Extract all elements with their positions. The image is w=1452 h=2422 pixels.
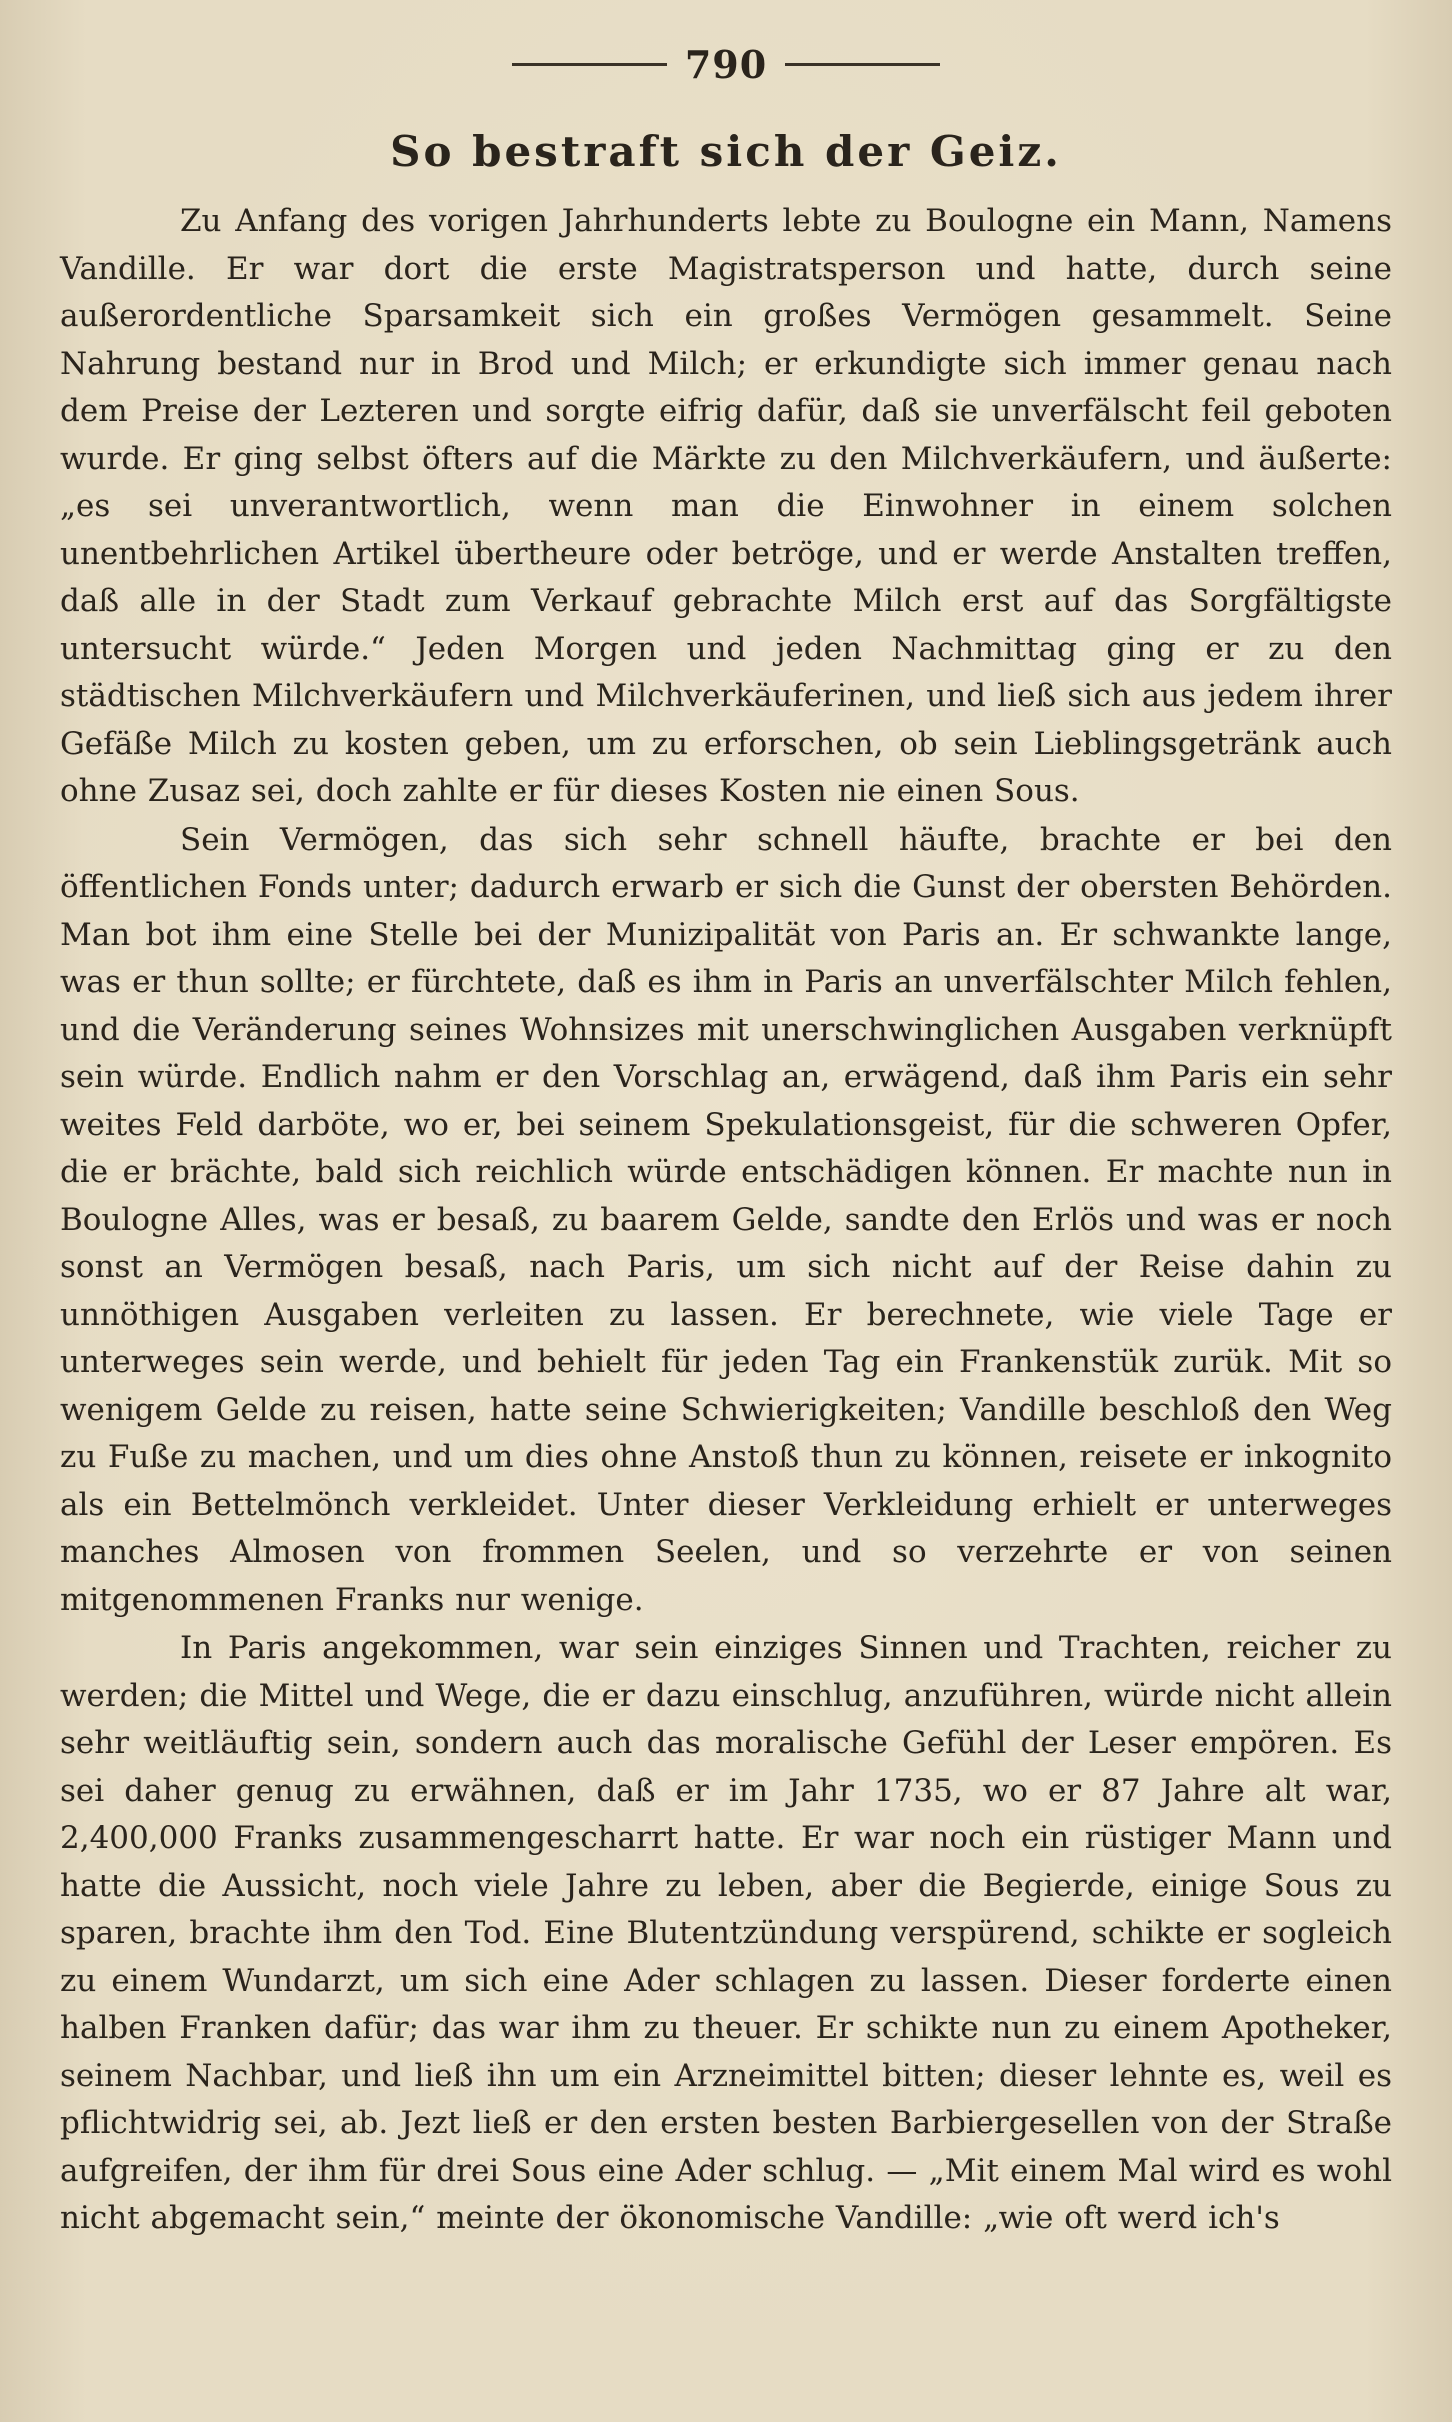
paragraph-1: Zu Anfang des vorigen Jahrhunderts lebte zu Boulogne ein Mann, Namens Vandille. Er war dort die erste Magistratsperson und hatte, durch seine außerordentliche Sparsamkeit sich ein großes Vermögen gesammelt. Seine Nahrung bestand nur in Brod und Milch; er erkundigte sich immer genau nach dem Preise der Lezteren und sorgte eifrig dafür, daß sie unverfälscht feil geboten wurde. Er ging selbst öfters auf die Märkte zu den Milchverkäufern, und äußerte: „es sei unverantwortlich, wenn man die Einwohner in einem solchen unentbehrlichen Artikel übertheure oder betröge, und er werde Anstalten treffen, daß alle in der Stadt zum Verkauf gebrachte Milch erst auf das Sorgfältigste untersucht würde.“ Jeden Morgen und jeden Nachmittag ging er zu den städtischen Milchverkäufern und Milchverkäuferinen, und ließ sich aus jedem ihrer Gefäße Milch zu kosten geben, um zu erforschen, ob sein Lieblingsgetränk auch ohne Zusaz sei, doch zahlte er für dieses Kosten nie einen Sous. xyxy=(60,203,1392,809)
page-number: 790 xyxy=(684,41,768,87)
story-body xyxy=(60,198,1392,2243)
paragraph-3: In Paris angekommen, war sein einziges Sinnen und Trachten, reicher zu werden; die Mittel und Wege, die er dazu einschlug, anzuführen, würde nicht allein sehr weitläuftig sein, sondern auch das moralische Gefühl der Leser empören. Es sei daher genug zu erwähnen, daß er im Jahr 1735, wo er 87 Jahre alt war, 2,400,000 Franks zusammengescharrt hatte. Er war noch ein rüstiger Mann und hatte die Aussicht, noch viele Jahre zu leben, aber die Begierde, einige Sous zu sparen, brachte ihm den Tod. Eine Blutentzündung verspürend, schikte er sogleich zu einem Wundarzt, um sich eine Ader schlagen zu lassen. Dieser forderte einen halben Franken dafür; das war ihm zu theuer. Er schikte nun zu einem Apotheker, seinem Nachbar, und ließ ihn um ein Arzneimittel bitten; dieser lehnte es, weil es pflichtwidrig sei, ab. Jezt ließ er den ersten besten Barbiergesellen von der Straße aufgreifen, der ihm für drei Sous eine Ader schlug. — „Mit einem Mal wird es wohl nicht abgemacht sein,“ meinte der ökonomische Vandille: „wie oft werd ich's xyxy=(60,1630,1392,2236)
paragraph-2: Sein Vermögen, das sich sehr schnell häufte, brachte er bei den öffentlichen Fonds unter; dadurch erwarb er sich die Gunst der obersten Behörden. Man bot ihm eine Stelle bei der Munizipalität von Paris an. Er schwankte lange, was er thun sollte; er fürchtete, daß es ihm in Paris an unverfälschter Milch fehlen, und die Veränderung seines Wohnsizes mit unerschwinglichen Ausgaben verknüpft sein würde. Endlich nahm er den Vorschlag an, erwägend, daß ihm Paris ein sehr weites Feld darböte, wo er, bei seinem Spekulationsgeist, für die schweren Opfer, die er brächte, bald sich reichlich würde entschädigen können. Er machte nun in Boulogne Alles, was er besaß, zu baarem Gelde, sandte den Erlös und was er noch sonst an Vermögen besaß, nach Paris, um sich nicht auf der Reise dahin zu unnöthigen Ausgaben verleiten zu lassen. Er berechnete, wie viele Tage er unterweges sein werde, und behielt für jeden Tag ein Frankenstük zurük. Mit so wenigem Gelde zu reisen, hatte seine Schwierigkeiten; Vandille beschloß den Weg zu Fuße zu machen, und um dies ohne Anstoß thun zu können, reisete er inkognito als ein Bettelmönch verkleidet. Unter dieser Verkleidung erhielt er unterweges manches Almosen von frommen Seelen, und so verzehrte er von seinen mitgenommenen Franks nur wenige. xyxy=(60,821,1392,1618)
story-title: So bestraft sich der Geiz. xyxy=(390,127,1062,176)
header-rule-right xyxy=(785,63,940,66)
header-rule-left xyxy=(512,63,667,66)
page-header xyxy=(60,40,1392,88)
